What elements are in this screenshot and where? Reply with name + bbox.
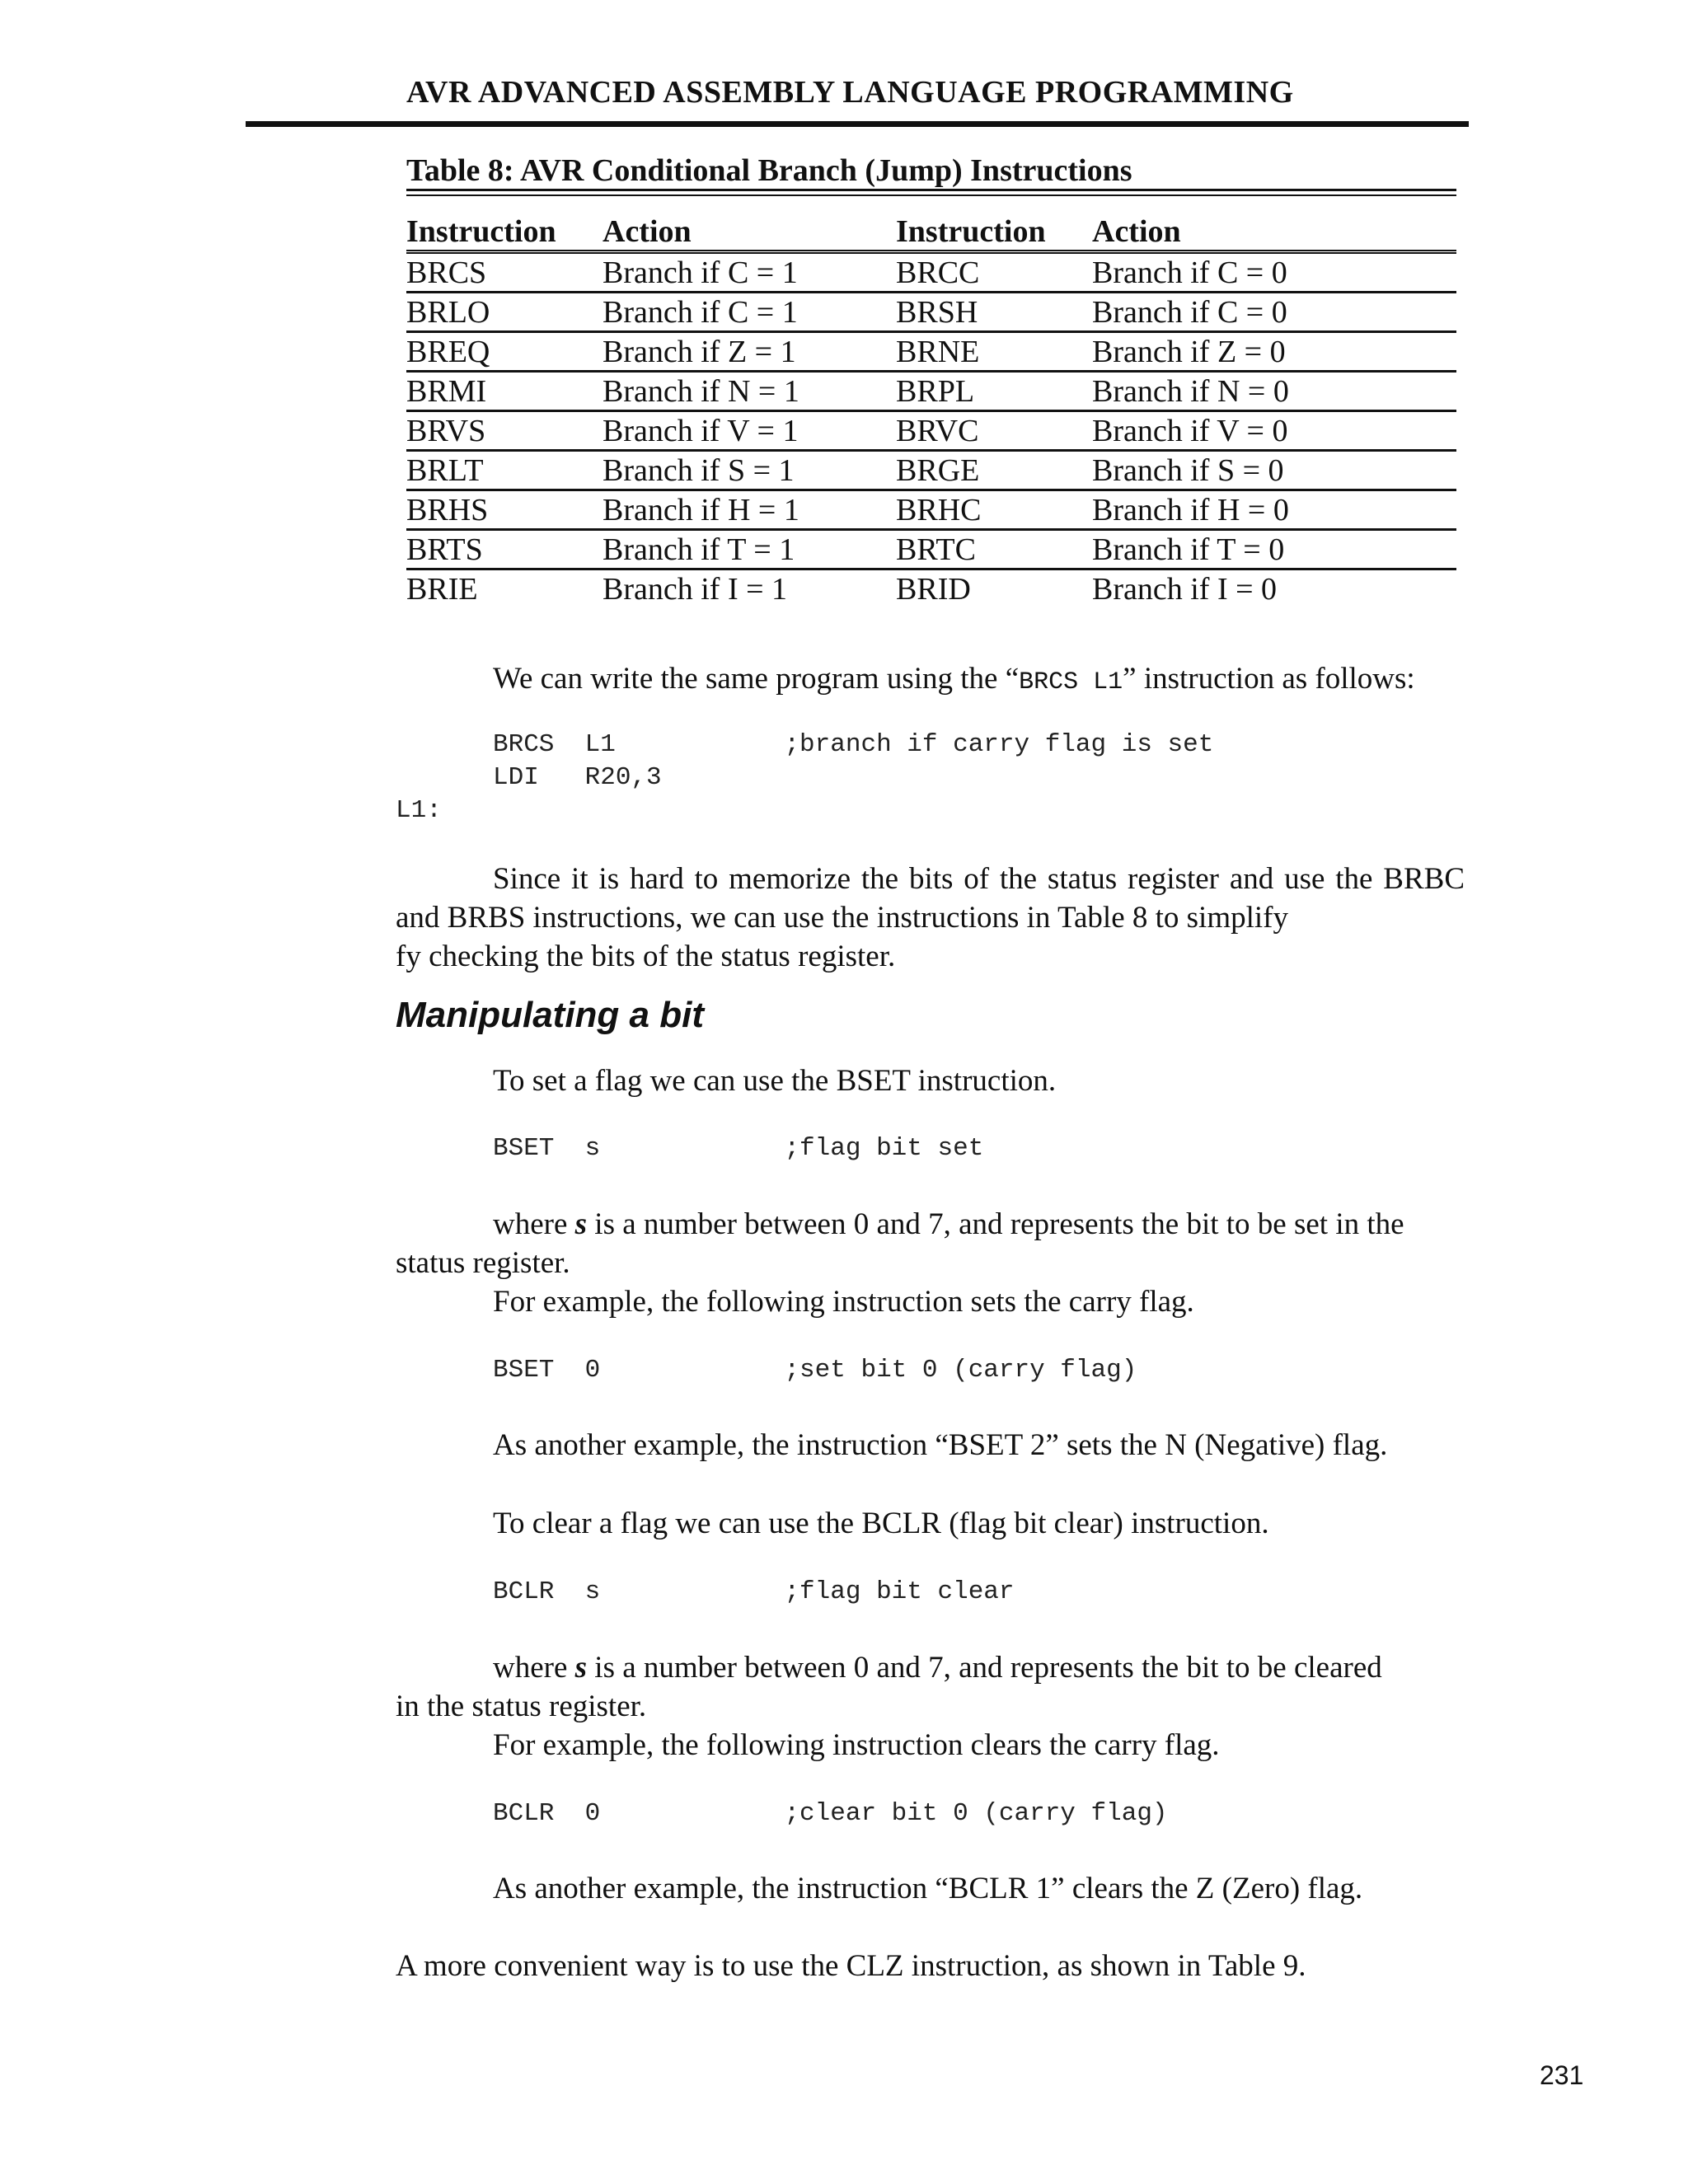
action-cell: Branch if T = 0 bbox=[1092, 530, 1456, 569]
action-cell: Branch if V = 1 bbox=[603, 411, 896, 451]
table-row bbox=[406, 293, 1456, 332]
action-cell: Branch if T = 1 bbox=[603, 530, 896, 569]
instruction-cell: BRPL bbox=[896, 372, 1092, 411]
table-title: Table 8: AVR Conditional Branch (Jump) Instructions bbox=[406, 153, 1132, 188]
table-row bbox=[406, 451, 1456, 490]
instruction-cell: BRGE bbox=[896, 451, 1092, 490]
instruction-cell: BREQ bbox=[406, 332, 603, 372]
status-register-paragraph: Since it is hard to memorize the bits of the status register and use the BRBC and BRBS instructions, we can use the instructions in Table 8 to simplify bbox=[396, 862, 1465, 935]
page-number: 231 bbox=[1540, 2060, 1584, 2090]
paragraph-text: fy checking the bits of the status register. bbox=[396, 940, 896, 973]
paragraph-text: status register. bbox=[396, 1246, 570, 1280]
table-row bbox=[406, 332, 1456, 372]
action-cell: Branch if C = 1 bbox=[603, 252, 896, 293]
action-cell: Branch if S = 1 bbox=[603, 451, 896, 490]
code-line: BCLR s ;flag bit clear bbox=[493, 1577, 1015, 1606]
table-title-rule bbox=[406, 194, 1456, 196]
paragraph-text: where bbox=[493, 1651, 575, 1685]
paragraph-text: We can write the same program using the “ bbox=[493, 662, 1020, 696]
action-cell: Branch if C = 0 bbox=[1092, 252, 1456, 293]
header-rule bbox=[246, 121, 1469, 127]
action-cell: Branch if N = 0 bbox=[1092, 372, 1456, 411]
instruction-cell: BRTS bbox=[406, 530, 603, 569]
variable-s: s bbox=[574, 1651, 588, 1685]
paragraph-text: For example, the following instruction clears the carry flag. bbox=[493, 1728, 1220, 1762]
table-row bbox=[406, 372, 1456, 411]
instruction-cell: BRSH bbox=[896, 293, 1092, 332]
table-title-rule bbox=[406, 189, 1456, 191]
paragraph-text: For example, the following instruction sets the carry flag. bbox=[493, 1285, 1194, 1319]
instruction-cell: BRCC bbox=[896, 252, 1092, 293]
table-row bbox=[406, 411, 1456, 451]
action-cell: Branch if H = 0 bbox=[1092, 490, 1456, 530]
running-header: AVR ADVANCED ASSEMBLY LANGUAGE PROGRAMMING bbox=[406, 75, 1294, 110]
instruction-cell: BRNE bbox=[896, 332, 1092, 372]
where-paragraph bbox=[493, 1205, 1404, 1244]
action-cell: Branch if N = 1 bbox=[603, 372, 896, 411]
paragraph-text: To clear a flag we can use the BCLR (flag bit clear) instruction. bbox=[493, 1507, 1269, 1540]
paragraph-text: where bbox=[493, 1207, 575, 1241]
instruction-cell: BRLO bbox=[406, 293, 603, 332]
instruction-cell: BRCS bbox=[406, 252, 603, 293]
column-header: Instruction bbox=[406, 214, 556, 249]
action-cell: Branch if I = 1 bbox=[603, 569, 896, 608]
table-row bbox=[406, 530, 1456, 569]
instruction-cell: BRLT bbox=[406, 451, 603, 490]
action-cell: Branch if Z = 1 bbox=[603, 332, 896, 372]
paragraph-text: To set a flag we can use the BSET instruction. bbox=[493, 1064, 1057, 1098]
code-line: BSET s ;flag bit set bbox=[493, 1134, 984, 1163]
instruction-cell: BRHS bbox=[406, 490, 603, 530]
action-cell: Branch if V = 0 bbox=[1092, 411, 1456, 451]
column-header: Action bbox=[1092, 214, 1181, 249]
code-line: BRCS L1 ;branch if carry flag is set bbox=[493, 730, 1214, 759]
paragraph-text: is a number between 0 and 7, and represents the bit to be set in the bbox=[587, 1207, 1404, 1241]
column-header: Action bbox=[603, 214, 692, 249]
code-line: LDI R20,3 bbox=[493, 763, 662, 792]
action-cell: Branch if C = 0 bbox=[1092, 293, 1456, 332]
code-label: L1: bbox=[396, 796, 442, 825]
instruction-cell: BRVC bbox=[896, 411, 1092, 451]
branch-instructions-table bbox=[406, 210, 1456, 607]
paragraph-text: As another example, the instruction “BCLR 1” clears the Z (Zero) flag. bbox=[493, 1872, 1363, 1905]
where-paragraph bbox=[493, 1648, 1382, 1687]
paragraph-text: ” instruction as follows: bbox=[1123, 662, 1415, 696]
variable-s: s bbox=[574, 1207, 588, 1241]
paragraph-text: A more convenient way is to use the CLZ instruction, as shown in Table 9. bbox=[396, 1949, 1306, 1983]
paragraph-text: is a number between 0 and 7, and represents the bit to be cleared bbox=[587, 1651, 1382, 1685]
table-header-row bbox=[406, 210, 1456, 252]
intro-paragraph bbox=[493, 659, 1415, 702]
instruction-cell: BRIE bbox=[406, 569, 603, 608]
action-cell: Branch if S = 0 bbox=[1092, 451, 1456, 490]
code-line: BCLR 0 ;clear bit 0 (carry flag) bbox=[493, 1799, 1168, 1828]
action-cell: Branch if C = 1 bbox=[603, 293, 896, 332]
section-heading: Manipulating a bit bbox=[396, 995, 704, 1035]
action-cell: Branch if H = 1 bbox=[603, 490, 896, 530]
table-row bbox=[406, 252, 1456, 293]
paragraph-text: As another example, the instruction “BSET 2” sets the N (Negative) flag. bbox=[493, 1428, 1388, 1462]
table-row bbox=[406, 569, 1456, 608]
action-cell: Branch if Z = 0 bbox=[1092, 332, 1456, 372]
instruction-cell: BRVS bbox=[406, 411, 603, 451]
instruction-cell: BRID bbox=[896, 569, 1092, 608]
code-line: BSET 0 ;set bit 0 (carry flag) bbox=[493, 1356, 1137, 1385]
table-row bbox=[406, 490, 1456, 530]
instruction-cell: BRHC bbox=[896, 490, 1092, 530]
paragraph-text: in the status register. bbox=[396, 1690, 647, 1723]
column-header: Instruction bbox=[896, 214, 1046, 249]
action-cell: Branch if I = 0 bbox=[1092, 569, 1456, 608]
instruction-cell: BRMI bbox=[406, 372, 603, 411]
instruction-cell: BRTC bbox=[896, 530, 1092, 569]
inline-code: BRCS L1 bbox=[1019, 668, 1123, 696]
